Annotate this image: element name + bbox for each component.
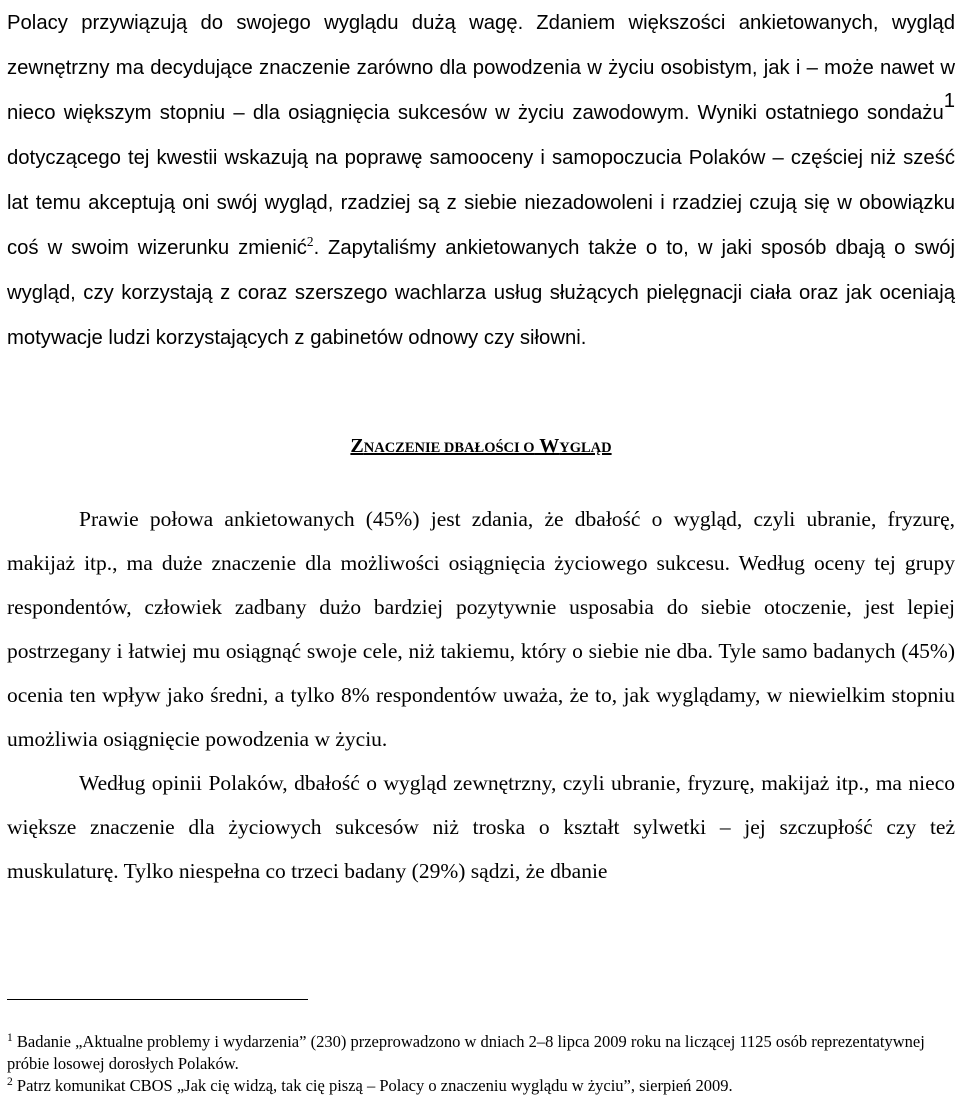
intro-sentence-1: Polacy przywiązują do swojego wyglądu dużą wagę. [7,12,524,34]
footnotes [7,1031,955,1097]
intro-sentence-3: Wyniki ostatniego sondażu [697,102,944,124]
footnote-ref-2[interactable]: 2 [306,234,314,250]
footnote-text-1: Badanie „Aktualne problemy i wydarzenia” (230) przeprowadzono w dniach 2–8 lipca 2009 roku na liczącej 1125 osób reprezentatywnej próbie losowej dorosłych Polaków. [7,1032,925,1073]
body-paragraph-1: Prawie połowa ankietowanych (45%) jest zdania, że dbałość o wygląd, czyli ubranie, fryzurę, makijaż itp., ma duże znaczenie dla możliwości osiągnięcia życiowego sukcesu. Według oceny tej grupy respondentów, człowiek zadbany dużo bardziej pozytywnie usposabia do siebie otoczenie, jest lepiej postrzegany i łatwiej mu osiągnąć swoje cele, niż takiemu, który o siebie nie dba. Tyle samo badanych (45%) ocenia ten wpływ jako średni, a tylko 8% respondentów uważa, że to, jak wyglądamy, w niewielkim stopniu umożliwia osiągnięcie powodzenia w życiu. [7,507,955,751]
document-page [7,0,955,893]
heading-part-2: NACZENIE DBAŁOŚCI O [363,440,535,456]
footnote-1 [7,1031,955,1075]
intro-sentence-4: dotyczącego tej kwestii wskazują na poprawę samooceny i samopoczucia Polaków – częściej niż sześć lat temu akceptują oni swój wygląd, rzadziej są z siebie niezadowoleni i rzadziej czują się w obowiązku coś w swoim wizerunku zmienić [7,147,955,259]
body-paragraph-2: Według opinii Polaków, dbałość o wygląd zewnętrzny, czyli ubranie, fryzurę, makijaż itp., ma nieco większe znaczenie dla życiowych sukcesów niż troska o kształt sylwetki – jej szczupłość czy też muskulaturę. Tylko niespełna co trzeci badany (29%) sądzi, że dbanie [7,771,955,883]
section-heading [7,360,955,497]
footnote-number-1: 1 [7,1031,13,1044]
heading-part-4: YGLĄD [559,440,612,456]
heading-part-3: W [534,435,560,457]
footnote-ref-1[interactable]: 1 [943,89,956,112]
footnote-number-2: 2 [7,1075,13,1088]
intro-sentence-5: . [313,237,320,259]
footnote-text-2: Patrz komunikat CBOS „Jak cię widzą, tak cię piszą – Polacy o znaczeniu wyglądu w życiu”, sierpień 2009. [16,1076,733,1095]
footnote-2 [7,1075,955,1097]
heading-part-1: Z [350,435,364,457]
intro-sentence-2: Zdaniem większości ankietowanych, wygląd zewnętrzny ma decydujące znaczenie zarówno dla powodzenia w życiu osobistym, jak i – może nawet w nieco większym stopniu – dla osiągnięcia sukcesów w życiu zawodowym. [7,12,955,124]
footnote-separator [7,999,308,1000]
intro-sentence-6: Zapytaliśmy ankietowanych także o to, w jaki sposób dbają o swój wygląd, czy korzystają z coraz szerszego wachlarza usług służących pielęgnacji ciała oraz jak oceniają motywacje ludzi korzystających z gabinetów odnowy czy siłowni. [7,237,955,349]
intro-paragraph [7,0,955,360]
